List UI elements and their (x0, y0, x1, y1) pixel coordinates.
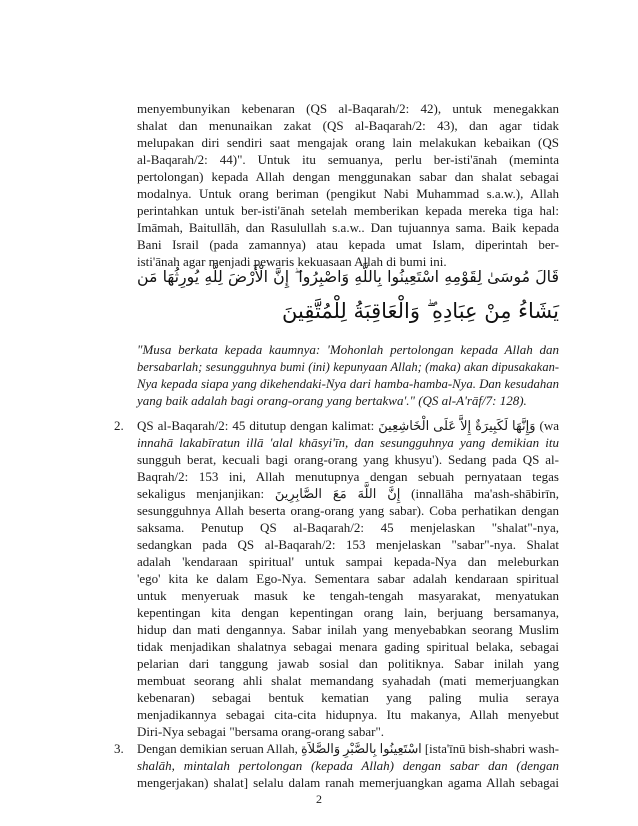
text-line: "Musa berkata kepada kaumnya: 'Mohonlah pertolongan kepada Allah dan (137, 342, 559, 357)
text-line: yang baik adalah bagi orang-orang yang bertakwa'." (QS al-A'rāf/7: 128). (137, 393, 527, 408)
text-line: Baqrah/2: 153 ini, Allah menutupnya dengan sebuah pernyataan tegas (137, 469, 559, 484)
text-line: tidak menjadikan shalatnya sebagai menara gading spiritual belaka, sebagai (137, 639, 559, 654)
text-line: modalnya. Untuk orang beriman (pengikut Nabi Muhammad s.a.w.), Allah (137, 186, 559, 201)
text-line: pertolongan) kepada Allah dengan menggunakan sabar dan shalat sebagai (137, 169, 559, 184)
list-number: 2. (114, 418, 124, 433)
text-line: sekaligus menjanjikan: إِنَّ اللَّهَ مَعَ الصَّابِرِينَ (innallāha ma'ash-shābirīn, (137, 486, 559, 501)
text-line: saksama. Penutup QS al-Baqarah/2: 45 menjelaskan "shalat"-nya, (137, 520, 559, 535)
text-line: Diri-Nya sebagai "bersama orang-orang sabar". (137, 724, 385, 739)
text-line: al-Baqarah/2: 44)". Untuk itu semuanya, perlu ber-isti'ānah (meminta (137, 152, 559, 167)
text-line: QS al-Baqarah/2: 45 ditutup dengan kalimat: وَإِنَّهَا لَكَبِيرَةٌ إِلاَّ عَلَى الْخَاشِعِينَ (wa (137, 418, 559, 433)
text-line: 'ego' kita ke dalam Ego-Nya. Sementara sabar adalah kendaraan spiritual (137, 571, 559, 586)
text-line: untuk menyeruak masuk ke tengah-tengah masyarakat, menyatukan (137, 588, 559, 603)
text-line: hidup dan mati dengannya. Sabar inilah yang menyebabkan seorang Muslim (137, 622, 559, 637)
text-line: Nya kepada siapa yang dikehendaki-Nya dari hamba-hamba-Nya. Dan kesudahan (137, 377, 559, 391)
text-line: mengerjakan) shalat] selalu dalam ranah memerjuangkan agama Allah sebagai (137, 775, 559, 790)
text-line: perintahkan untuk ber-isti'ānah setelah memberikan kepada mereka tiga hal: (137, 203, 559, 218)
text-line: sesungguhnya Allah beserta orang-orang yang sabar). Coba perhatikan dengan (137, 503, 559, 518)
text-line: kebenaran) sebagai bentuk kematian yang paling mulia seraya (137, 690, 559, 705)
text-line: shalāh, mintalah pertolongan (kepada Allah) dengan sabar dan (dengan (137, 758, 559, 773)
text-line: sedangkan pada QS al-Baqarah/2: 153 menjelaskan "sabar"-nya. Shalat (137, 537, 559, 552)
text-line: bersabarlah; sesungguhnya bumi (ini) kepunyaan Allah; (maka) akan dipusakakan- (137, 360, 559, 374)
text-line: melupakan diri sendiri saat mengajak orang lain melakukan kebaikan (QS (137, 135, 559, 150)
list-number: 3. (114, 741, 124, 756)
text-line: kepentingan kita dengan kepentingan orang lain, berjuang bersamanya, (137, 605, 559, 620)
text-line: innahā lakabīratun illā 'alal khāsyi'īn, dan sesungguhnya yang demikian itu (137, 435, 559, 450)
text-line: Bani Israil (pada zamannya) atau kepada umat Islam, diperintah ber- (137, 237, 559, 252)
text-line: menjadikannya sebagai cita-cita hidupnya. Itu makanya, Allah menyebut (137, 707, 559, 722)
text-line: adalah 'kendaraan spiritual' untuk sampai kepada-Nya dan meleburkan (137, 554, 559, 569)
page-number: 2 (316, 792, 322, 806)
arabic-line: قَالَ مُوسَىٰ لِقَوْمِهِ اسْتَعِينُوا بِاللَّهِ وَاصْبِرُوا ۖ إِنَّ الْأَرْضَ لِلَّهِ يُورِثُهَا مَن (137, 267, 559, 286)
text-line: menyembunyikan kebenaran (QS al-Baqarah/2: 42), untuk menegakkan (137, 101, 559, 116)
text-line: pelarian dari tanggung jawab sosial dan politiknya. Sabar inilah yang (137, 656, 559, 671)
text-line: shalat dan menunaikan zakat (QS al-Baqarah/2: 43), dan agar tidak (137, 118, 559, 133)
text-line: Dengan demikian seruan Allah, اسْتَعِينُوا بِالصَّبْرِ وَالصَّلاَةِ [ista'īnū bish-shabri wash- (137, 742, 560, 756)
text-line: sungguh berat, kecuali bagi orang-orang yang khusyu'). Sedang pada QS al- (137, 452, 559, 467)
text-line: membuat seorang ahli shalat memandang syahadah (mati memerjuangkan (137, 673, 559, 688)
text-line: Imāmah, Baitullāh, dan Rasulullah s.a.w.. Dan tujuannya sama. Baik kepada (137, 220, 559, 235)
arabic-line: يَشَاءُ مِنْ عِبَادِهِ ۖ وَالْعَاقِبَةُ لِلْمُتَّقِينَ (282, 299, 559, 323)
text-line: isti'ānah agar menjadi pewaris kekuasaan Allah di bumi ini. (137, 254, 447, 269)
